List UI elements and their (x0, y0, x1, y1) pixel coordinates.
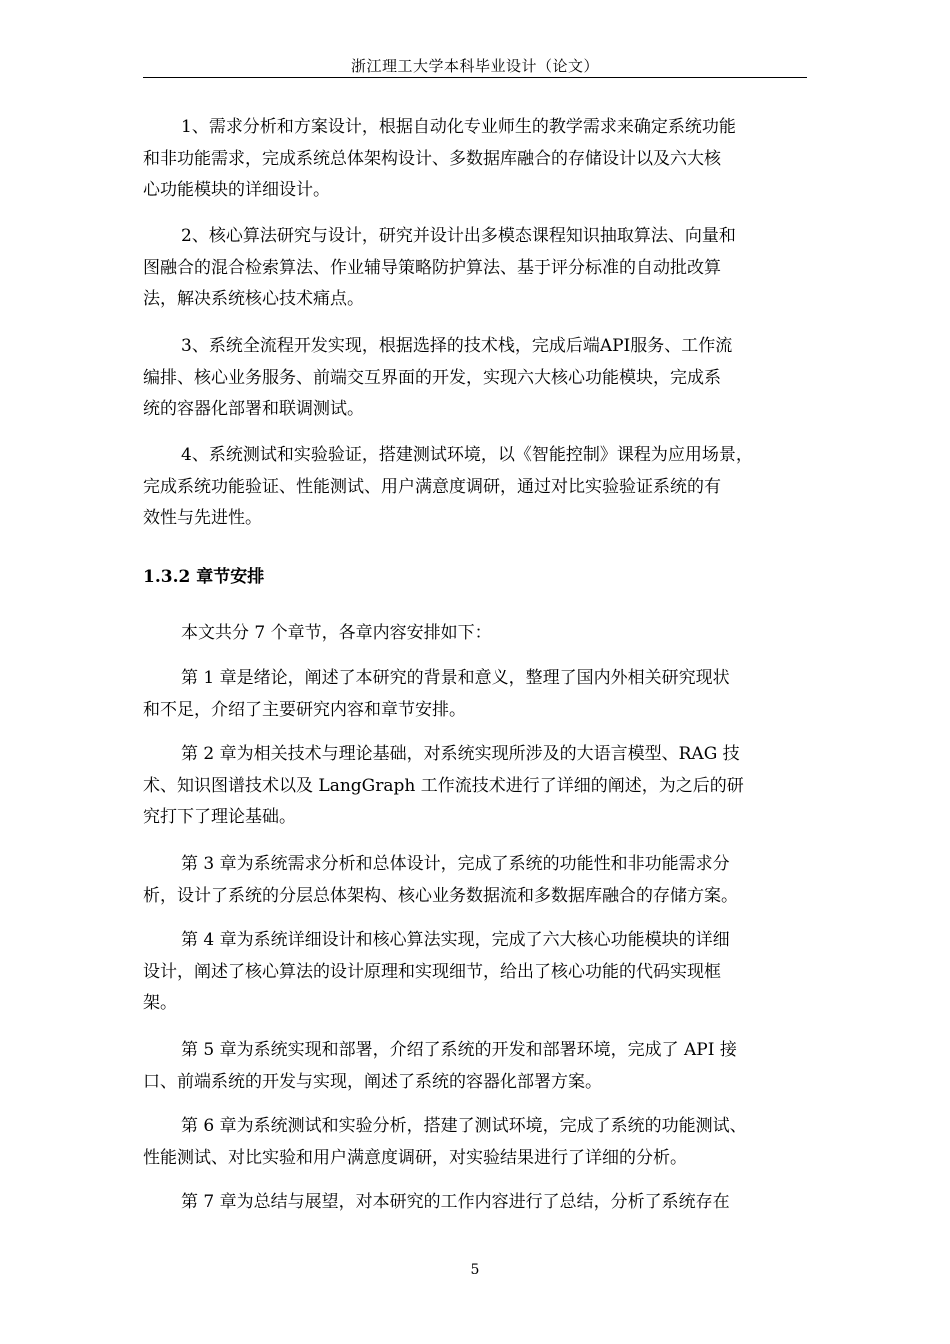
paragraph-item-4 (143, 440, 811, 535)
paragraph-line: 2、核心算法研究与设计，研究并设计出多模态课程知识抽取算法、向量和 (181, 226, 736, 246)
chapter-intro (143, 618, 811, 650)
paragraph-line: 本文共分 7 个章节，各章内容安排如下： (181, 623, 492, 643)
chapter-7-summary (143, 1187, 811, 1219)
chapter-1-summary (143, 663, 811, 726)
chapter-6-summary (143, 1111, 811, 1174)
paragraph-line: 第 2 章为相关技术与理论基础，对系统实现所涉及的大语言模型、RAG 技 (181, 744, 740, 764)
paragraph-line: 究打下了理论基础。 (143, 807, 296, 827)
paragraph-line: 第 1 章是绪论，阐述了本研究的背景和意义，整理了国内外相关研究现状 (181, 668, 730, 688)
paragraph-line: 第 6 章为系统测试和实验分析，搭建了测试环境，完成了系统的功能测试、 (181, 1116, 747, 1136)
paragraph-line: 3、系统全流程开发实现，根据选择的技术栈，完成后端API服务、工作流 (181, 336, 733, 356)
paragraph-line: 图融合的混合检索算法、作业辅导策略防护算法、基于评分标准的自动批改算 (143, 257, 721, 278)
paragraph-line: 效性与先进性。 (143, 508, 262, 528)
paragraph-line: 析，设计了系统的分层总体架构、核心业务数据流和多数据库融合的存储方案。 (143, 885, 738, 906)
paragraph-line: 第 3 章为系统需求分析和总体设计，完成了系统的功能性和非功能需求分 (181, 854, 730, 874)
paragraph-line: 第 4 章为系统详细设计和核心算法实现，完成了六大核心功能模块的详细 (181, 930, 730, 950)
paragraph-item-3 (143, 331, 811, 426)
paragraph-line: 统的容器化部署和联调测试。 (143, 399, 364, 419)
paragraph-line: 完成系统功能验证、性能测试、用户满意度调研，通过对比实验验证系统的有 (143, 476, 721, 497)
chapter-3-summary (143, 849, 811, 912)
paragraph-line: 第 5 章为系统实现和部署，介绍了系统的开发和部署环境，完成了 API 接 (181, 1040, 737, 1060)
paragraph-line: 和不足，介绍了主要研究内容和章节安排。 (143, 699, 466, 720)
paragraph-line: 心功能模块的详细设计。 (143, 180, 330, 200)
paragraph-line: 和非功能需求，完成系统总体架构设计、多数据库融合的存储设计以及六大核 (143, 148, 721, 169)
paragraph-line: 法，解决系统核心技术痛点。 (143, 289, 364, 309)
chapter-2-summary (143, 739, 811, 834)
paragraph-line: 术、知识图谱技术以及 LangGraph 工作流技术进行了详细的阐述，为之后的研 (143, 775, 744, 796)
chapter-4-summary (143, 925, 811, 1020)
page-number: 5 (470, 1262, 480, 1278)
paragraph-line: 1、需求分析和方案设计，根据自动化专业师生的教学需求来确定系统功能 (181, 117, 736, 137)
paragraph-line: 编排、核心业务服务、前端交互界面的开发，实现六大核心功能模块，完成系 (143, 367, 721, 388)
header-rule (143, 77, 807, 78)
paragraph-line: 第 7 章为总结与展望，对本研究的工作内容进行了总结，分析了系统存在 (181, 1192, 730, 1212)
paragraph-item-2 (143, 221, 811, 316)
paragraph-line: 4、系统测试和实验验证，搭建测试环境，以《智能控制》课程为应用场景， (181, 445, 753, 465)
paragraph-item-1 (143, 112, 811, 207)
section-heading: 1.3.2 章节安排 (143, 567, 265, 587)
chapter-5-summary (143, 1035, 811, 1098)
paragraph-line: 设计，阐述了核心算法的设计原理和实现细节，给出了核心功能的代码实现框 (143, 961, 721, 982)
paragraph-line: 性能测试、对比实验和用户满意度调研，对实验结果进行了详细的分析。 (143, 1147, 687, 1168)
paragraph-line: 架。 (143, 993, 177, 1013)
running-header: 浙江理工大学本科毕业设计（论文） (350, 57, 599, 75)
paragraph-line: 口、前端系统的开发与实现，阐述了系统的容器化部署方案。 (143, 1071, 602, 1092)
